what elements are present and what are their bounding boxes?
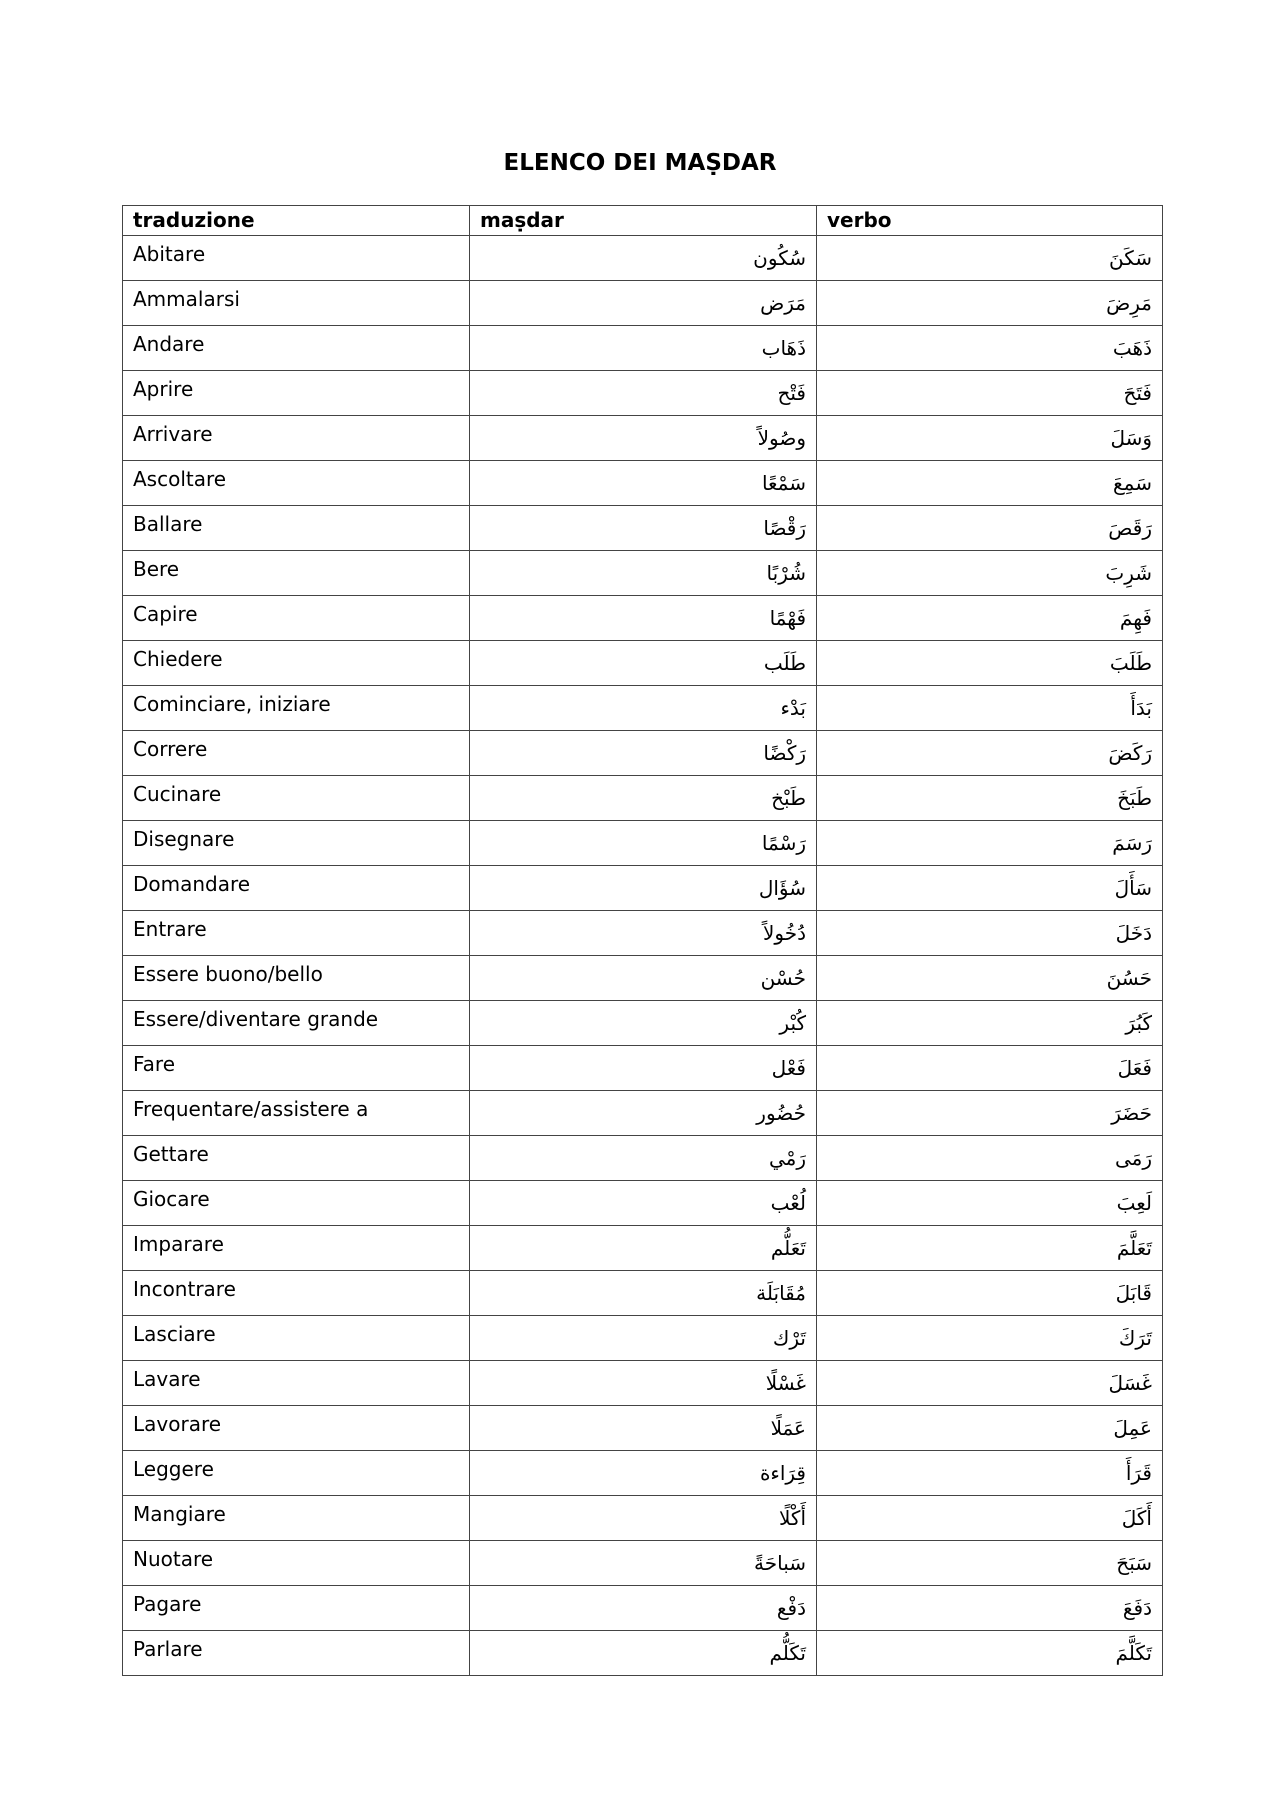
table-row bbox=[123, 866, 1163, 911]
table-row bbox=[123, 911, 1163, 956]
cell-masdar: سُكُون bbox=[470, 236, 817, 281]
table-row bbox=[123, 776, 1163, 821]
cell-masdar: طَلَب bbox=[470, 641, 817, 686]
cell-verbo: رَكَضَ bbox=[817, 731, 1163, 776]
table-row bbox=[123, 1406, 1163, 1451]
cell-masdar: عَمَلًا bbox=[470, 1406, 817, 1451]
cell-masdar: بَدْء bbox=[470, 686, 817, 731]
cell-masdar: فَعْل bbox=[470, 1046, 817, 1091]
cell-masdar: ذَهَاب bbox=[470, 326, 817, 371]
cell-traduzione: Bere bbox=[123, 551, 470, 596]
cell-masdar: دَفْع bbox=[470, 1586, 817, 1631]
cell-verbo: قَابَلَ bbox=[817, 1271, 1163, 1316]
cell-masdar: سَمْعًا bbox=[470, 461, 817, 506]
cell-traduzione: Aprire bbox=[123, 371, 470, 416]
cell-traduzione: Fare bbox=[123, 1046, 470, 1091]
cell-masdar: سَباحَةً bbox=[470, 1541, 817, 1586]
table-row bbox=[123, 1316, 1163, 1361]
cell-verbo: تَرَكَ bbox=[817, 1316, 1163, 1361]
cell-traduzione: Lasciare bbox=[123, 1316, 470, 1361]
cell-masdar: سُؤَال bbox=[470, 866, 817, 911]
table-row bbox=[123, 1091, 1163, 1136]
cell-traduzione: Imparare bbox=[123, 1226, 470, 1271]
cell-masdar: رَمْي bbox=[470, 1136, 817, 1181]
cell-masdar: طَبْخ bbox=[470, 776, 817, 821]
cell-verbo: حَسُنَ bbox=[817, 956, 1163, 1001]
cell-verbo: حَضَرَ bbox=[817, 1091, 1163, 1136]
cell-masdar: تَكَلُّم bbox=[470, 1631, 817, 1676]
table-row bbox=[123, 371, 1163, 416]
table-row bbox=[123, 506, 1163, 551]
cell-verbo: شَرِبَ bbox=[817, 551, 1163, 596]
table-row bbox=[123, 1451, 1163, 1496]
cell-verbo: فَتَحَ bbox=[817, 371, 1163, 416]
cell-verbo: رَقَصَ bbox=[817, 506, 1163, 551]
cell-masdar: مَرَض bbox=[470, 281, 817, 326]
column-header-traduzione: traduzione bbox=[123, 206, 470, 236]
cell-verbo: رَسَمَ bbox=[817, 821, 1163, 866]
cell-masdar: حُضُور bbox=[470, 1091, 817, 1136]
table-row bbox=[123, 956, 1163, 1001]
cell-traduzione: Ammalarsi bbox=[123, 281, 470, 326]
cell-masdar: دُخُولاً bbox=[470, 911, 817, 956]
cell-traduzione: Andare bbox=[123, 326, 470, 371]
cell-traduzione: Entrare bbox=[123, 911, 470, 956]
table-row bbox=[123, 1271, 1163, 1316]
cell-masdar: قِرَاءة bbox=[470, 1451, 817, 1496]
cell-traduzione: Ascoltare bbox=[123, 461, 470, 506]
cell-traduzione: Leggere bbox=[123, 1451, 470, 1496]
table-row bbox=[123, 1631, 1163, 1676]
cell-verbo: سَأَلَ bbox=[817, 866, 1163, 911]
cell-verbo: أَكَلَ bbox=[817, 1496, 1163, 1541]
cell-masdar: فَهْمًا bbox=[470, 596, 817, 641]
cell-verbo: لَعِبَ bbox=[817, 1181, 1163, 1226]
cell-masdar: فَتْح bbox=[470, 371, 817, 416]
cell-traduzione: Pagare bbox=[123, 1586, 470, 1631]
cell-traduzione: Frequentare/assistere a bbox=[123, 1091, 470, 1136]
cell-traduzione: Cucinare bbox=[123, 776, 470, 821]
cell-traduzione: Parlare bbox=[123, 1631, 470, 1676]
cell-masdar: رَقْصًا bbox=[470, 506, 817, 551]
cell-masdar: لُعْب bbox=[470, 1181, 817, 1226]
table-row bbox=[123, 1541, 1163, 1586]
cell-verbo: قَرَأَ bbox=[817, 1451, 1163, 1496]
cell-masdar: رَكْضًا bbox=[470, 731, 817, 776]
table-row bbox=[123, 416, 1163, 461]
cell-verbo: ذَهَبَ bbox=[817, 326, 1163, 371]
cell-verbo: كَبُرَ bbox=[817, 1001, 1163, 1046]
cell-verbo: بَدَأَ bbox=[817, 686, 1163, 731]
cell-traduzione: Lavorare bbox=[123, 1406, 470, 1451]
cell-traduzione: Cominciare, iniziare bbox=[123, 686, 470, 731]
cell-traduzione: Nuotare bbox=[123, 1541, 470, 1586]
cell-verbo: وَسَلَ bbox=[817, 416, 1163, 461]
table-row bbox=[123, 1226, 1163, 1271]
cell-masdar: كُبْر bbox=[470, 1001, 817, 1046]
table-row bbox=[123, 551, 1163, 596]
cell-masdar: غَسْلًا bbox=[470, 1361, 817, 1406]
column-header-masdar: maṣdar bbox=[470, 206, 817, 236]
cell-verbo: تَكَلَّمَ bbox=[817, 1631, 1163, 1676]
table-body bbox=[123, 236, 1163, 1676]
table-row bbox=[123, 1496, 1163, 1541]
cell-verbo: دَفَعَ bbox=[817, 1586, 1163, 1631]
table-row bbox=[123, 686, 1163, 731]
cell-verbo: غَسَلَ bbox=[817, 1361, 1163, 1406]
cell-verbo: سَكَنَ bbox=[817, 236, 1163, 281]
table-row bbox=[123, 1181, 1163, 1226]
page-title: ELENCO DEI MAṢDAR bbox=[503, 150, 777, 176]
cell-traduzione: Giocare bbox=[123, 1181, 470, 1226]
cell-traduzione: Chiedere bbox=[123, 641, 470, 686]
cell-masdar: تَعَلُّم bbox=[470, 1226, 817, 1271]
table-row bbox=[123, 641, 1163, 686]
table-row bbox=[123, 1001, 1163, 1046]
cell-verbo: فَهِمَ bbox=[817, 596, 1163, 641]
cell-verbo: سَمِعَ bbox=[817, 461, 1163, 506]
cell-traduzione: Lavare bbox=[123, 1361, 470, 1406]
cell-verbo: رَمَى bbox=[817, 1136, 1163, 1181]
cell-verbo: مَرِضَ bbox=[817, 281, 1163, 326]
table-row bbox=[123, 1136, 1163, 1181]
cell-traduzione: Essere/diventare grande bbox=[123, 1001, 470, 1046]
cell-verbo: طَبَخَ bbox=[817, 776, 1163, 821]
cell-masdar: رَسْمًا bbox=[470, 821, 817, 866]
table-row bbox=[123, 326, 1163, 371]
cell-masdar: أَكْلًا bbox=[470, 1496, 817, 1541]
cell-traduzione: Domandare bbox=[123, 866, 470, 911]
table-row bbox=[123, 1586, 1163, 1631]
table-row bbox=[123, 461, 1163, 506]
cell-masdar: تَرْك bbox=[470, 1316, 817, 1361]
cell-traduzione: Mangiare bbox=[123, 1496, 470, 1541]
cell-masdar: مُقَابَلَة bbox=[470, 1271, 817, 1316]
table-row bbox=[123, 1046, 1163, 1091]
cell-verbo: فَعَلَ bbox=[817, 1046, 1163, 1091]
cell-traduzione: Correre bbox=[123, 731, 470, 776]
cell-traduzione: Disegnare bbox=[123, 821, 470, 866]
cell-verbo: طَلَبَ bbox=[817, 641, 1163, 686]
cell-verbo: تَعَلَّمَ bbox=[817, 1226, 1163, 1271]
table-row bbox=[123, 596, 1163, 641]
table-row bbox=[123, 1361, 1163, 1406]
cell-traduzione: Essere buono/bello bbox=[123, 956, 470, 1001]
cell-verbo: دَخَلَ bbox=[817, 911, 1163, 956]
cell-masdar: حُسْن bbox=[470, 956, 817, 1001]
cell-traduzione: Arrivare bbox=[123, 416, 470, 461]
table-row bbox=[123, 731, 1163, 776]
cell-verbo: سَبَحَ bbox=[817, 1541, 1163, 1586]
cell-traduzione: Gettare bbox=[123, 1136, 470, 1181]
cell-traduzione: Abitare bbox=[123, 236, 470, 281]
masdar-table bbox=[122, 205, 1163, 1676]
column-header-verbo: verbo bbox=[817, 206, 1163, 236]
cell-masdar: وصُولاً bbox=[470, 416, 817, 461]
cell-traduzione: Ballare bbox=[123, 506, 470, 551]
cell-masdar: شُرْبًا bbox=[470, 551, 817, 596]
table-row bbox=[123, 821, 1163, 866]
table-header-row bbox=[123, 206, 1163, 236]
table-row bbox=[123, 281, 1163, 326]
cell-verbo: عَمِلَ bbox=[817, 1406, 1163, 1451]
cell-traduzione: Incontrare bbox=[123, 1271, 470, 1316]
table-row bbox=[123, 236, 1163, 281]
cell-traduzione: Capire bbox=[123, 596, 470, 641]
